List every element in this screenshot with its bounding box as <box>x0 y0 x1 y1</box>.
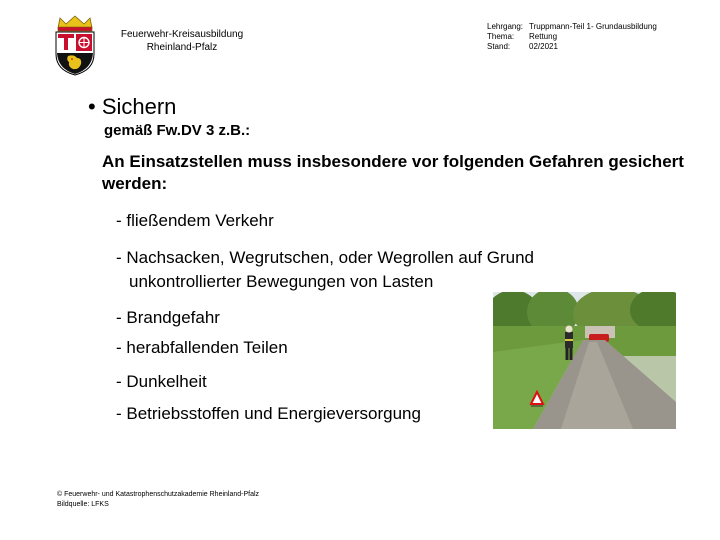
hazard-item <box>116 402 421 426</box>
hazard-item <box>116 336 288 360</box>
copyright-text: © Feuerwehr- und Katastrophenschutzakademie Rheinland-Pfalz <box>57 491 260 498</box>
hazard-item-line: - Nachsacken, Wegrutschen, oder Wegrollen auf Grund <box>116 248 534 267</box>
organization-line-1: Feuerwehr-Kreisausbildung <box>120 29 244 40</box>
course-info <box>487 22 657 52</box>
hazard-item-line: - Brandgefahr <box>116 308 220 327</box>
road-safety-photo <box>493 292 676 429</box>
course-info-key: Thema: <box>487 32 515 41</box>
course-info-value: Truppmann-Teil 1- Grundausbildung <box>529 22 657 31</box>
hazard-item <box>116 370 207 394</box>
hazard-item-line: - herabfallenden Teilen <box>116 338 288 357</box>
course-info-key: Stand: <box>487 42 511 51</box>
hazard-item <box>116 209 274 233</box>
footer <box>57 490 259 510</box>
organization-name <box>112 28 252 54</box>
hazard-item <box>116 246 534 294</box>
hazard-item-line: - Dunkelheit <box>116 372 207 391</box>
coat-of-arms-icon <box>52 14 98 76</box>
course-info-value: Rettung <box>529 32 558 41</box>
course-info-row <box>487 42 657 52</box>
hazard-item-line: - fließendem Verkehr <box>116 211 274 230</box>
course-info-row <box>487 32 657 42</box>
organization-line-2: Rheinland-Pfalz <box>146 42 218 53</box>
image-source-text: Bildquelle: LFKS <box>57 501 109 508</box>
course-info-value: 02/2021 <box>529 42 558 51</box>
hazard-item <box>116 306 220 330</box>
intro-text: An Einsatzstellen muss insbesondere vor folgenden Gefahren gesichert werden: <box>102 152 684 193</box>
course-info-key: Lehrgang: <box>487 22 524 31</box>
hazard-item-line: - Betriebsstoffen und Energieversorgung <box>116 404 421 423</box>
slide-subheading: gemäß Fw.DV 3 z.B.: <box>104 122 251 139</box>
slide-heading: • Sichern <box>88 94 177 119</box>
hazard-item-line-continued: unkontrollierter Bewegungen von Lasten <box>129 272 434 291</box>
course-info-row <box>487 22 657 32</box>
